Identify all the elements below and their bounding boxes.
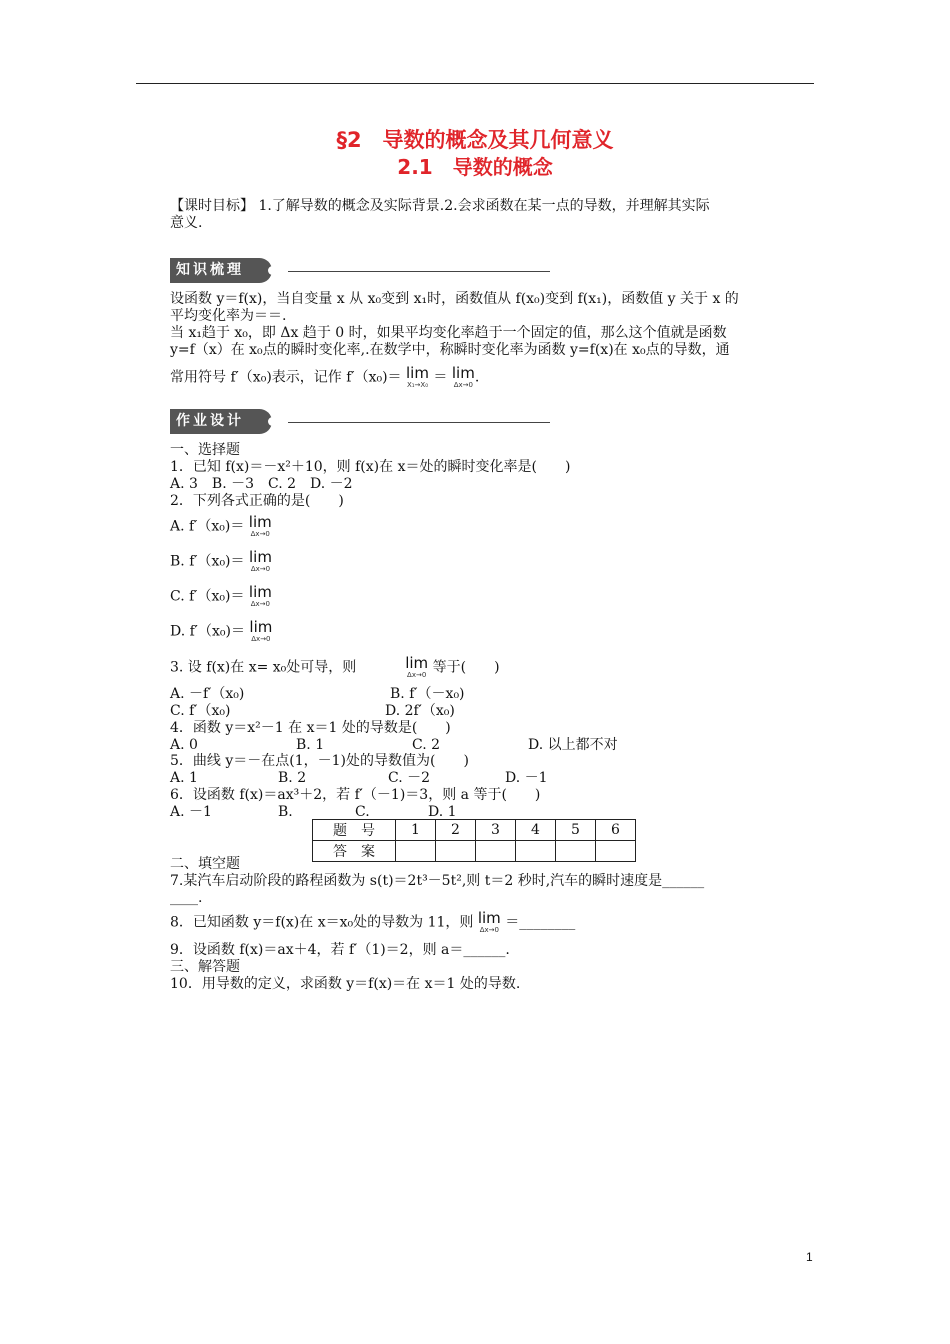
knowledge-p1-line1: 设函数 y＝f(x)，当自变量 x 从 x₀变到 x₁时，函数值从 f(x₀)变到 f(x₁)，函数值 y 关于 x 的 — [170, 291, 739, 307]
question-5: 5．曲线 y＝－在点(1，－1)处的导数值为( ) — [170, 753, 469, 769]
table-cell: 2 — [436, 820, 476, 841]
table-cell: 答 案 — [313, 841, 396, 862]
question-4-option-b: B. 1 — [296, 737, 325, 753]
section-rule — [288, 422, 550, 423]
limit-dx-to-0: lim Δx→0 — [405, 654, 429, 679]
knowledge-p2-line3: 常用符号 f′（x₀)表示，记作 f′（x₀)＝ lim X₁→X₀ ＝ lim Δx→0 . — [170, 364, 480, 389]
limit-dx-to-0: lim Δx→0 — [248, 583, 272, 608]
goal-label: 【课时目标】 — [170, 198, 254, 214]
table-cell: 题 号 — [313, 820, 396, 841]
answer-cell — [436, 841, 476, 862]
knowledge-p2-line1: 当 x₁趋于 x₀，即 Δx 趋于 0 时，如果平均变化率趋于一个固定的值，那么这个值就是函数 — [170, 325, 727, 341]
knowledge-p2-line2: y=f（x）在 x₀点的瞬时变化率,.在数学中，称瞬时变化率为函数 y=f(x)在 x₀点的导数，通 — [170, 342, 730, 358]
answer-table — [312, 819, 636, 862]
part1-heading: 一、选择题 — [170, 442, 240, 458]
part3-heading: 三、解答题 — [170, 959, 240, 975]
limit-x1-to-x0: lim X₁→X₀ — [406, 364, 429, 389]
table-cell: 6 — [596, 820, 636, 841]
limit-dx-to-0: lim Δx→0 — [249, 618, 273, 643]
question-3-option-d: D. 2f′（x₀) — [385, 703, 455, 719]
header-rule — [136, 83, 814, 84]
answer-cell — [396, 841, 436, 862]
page-number: 1 — [806, 1250, 813, 1264]
knowledge-section-header — [170, 258, 550, 283]
homework-section-header — [170, 409, 550, 434]
question-3-option-b: B. f′（－x₀) — [390, 686, 465, 702]
table-cell: 4 — [516, 820, 556, 841]
table-cell: 1 — [396, 820, 436, 841]
question-4: 4．函数 y＝x²－1 在 x＝1 处的导数是( ) — [170, 720, 451, 736]
question-9: 9．设函数 f(x)＝ax＋4，若 f′（1)＝2，则 a＝______. — [170, 942, 510, 958]
question-4-option-c: C. 2 — [412, 737, 441, 753]
limit-dx-to-0: lim Δx→0 — [477, 909, 501, 934]
answer-cell — [556, 841, 596, 862]
subsection-title: 2.1 导数的概念 — [397, 155, 553, 179]
question-5-option-b: B. 2 — [278, 770, 307, 786]
question-5-option-a: A. 1 — [170, 770, 198, 786]
question-2: 2．下列各式正确的是( ) — [170, 493, 344, 509]
question-2-option-d: D. f′（x₀)＝ lim Δx→0 — [170, 618, 273, 643]
question-4-option-a: A. 0 — [170, 737, 198, 753]
section-rule — [288, 271, 550, 272]
limit-dx-to-0: lim Δx→0 — [248, 513, 272, 538]
goal-line-1: 【课时目标】 1.了解导数的概念及实际背景.2.会求函数在某一点的导数，并理解其实际 — [170, 198, 710, 214]
question-7-line1: 7.某汽车启动阶段的路程函数为 s(t)＝2t³－5t²,则 t＝2 秒时,汽车的瞬时速度是______ — [170, 873, 705, 889]
goal-line-2: 意义. — [170, 215, 203, 231]
answer-cell — [516, 841, 556, 862]
question-8: 8．已知函数 y＝f(x)在 x＝x₀处的导数为 11，则 lim Δx→0 ＝________ — [170, 909, 576, 934]
question-1-options: A. 3 B. －3 C. 2 D. －2 — [170, 476, 353, 492]
question-6-option-d: D. 1 — [428, 804, 457, 820]
question-6-option-c: C. — [355, 804, 370, 820]
limit-dx-to-0: lim Δx→0 — [451, 364, 475, 389]
question-3: 3. 设 f(x)在 x= x₀处可导，则 lim Δx→0 等于( ) — [170, 654, 500, 679]
section-title: §2 导数的概念及其几何意义 — [336, 128, 614, 152]
knowledge-heading: 知识梳理 — [170, 258, 272, 283]
answer-cell — [596, 841, 636, 862]
question-10: 10．用导数的定义，求函数 y＝f(x)＝在 x＝1 处的导数. — [170, 976, 521, 992]
table-row — [313, 820, 636, 841]
question-3-option-c: C. f′（x₀) — [170, 703, 231, 719]
question-6-option-a: A. －1 — [170, 804, 212, 820]
part2-heading: 二、填空题 — [170, 856, 240, 872]
question-6-option-b: B. — [278, 804, 293, 820]
table-row — [313, 841, 636, 862]
question-6: 6．设函数 f(x)＝ax³＋2，若 f′（－1)＝3，则 a 等于( ) — [170, 787, 541, 803]
question-1: 1．已知 f(x)＝－x²＋10，则 f(x)在 x＝处的瞬时变化率是( ) — [170, 459, 571, 475]
question-4-option-d: D. 以上都不对 — [528, 737, 618, 753]
bullet-dot-icon — [268, 266, 277, 275]
homework-heading: 作业设计 — [170, 409, 272, 434]
question-3-option-a: A. －f′（x₀) — [170, 686, 245, 702]
question-5-option-c: C. －2 — [388, 770, 431, 786]
question-5-option-d: D. －1 — [505, 770, 548, 786]
question-2-option-a: A. f′（x₀)＝ lim Δx→0 — [170, 513, 272, 538]
question-2-option-b: B. f′（x₀)＝ lim Δx→0 — [170, 548, 272, 573]
knowledge-p1-line2: 平均变化率为＝＝. — [170, 308, 287, 324]
bullet-dot-icon — [268, 417, 277, 426]
question-2-option-c: C. f′（x₀)＝ lim Δx→0 — [170, 583, 272, 608]
limit-dx-to-0: lim Δx→0 — [248, 548, 272, 573]
question-7-line2: ____. — [170, 890, 203, 906]
table-cell: 3 — [476, 820, 516, 841]
answer-cell — [476, 841, 516, 862]
table-cell: 5 — [556, 820, 596, 841]
